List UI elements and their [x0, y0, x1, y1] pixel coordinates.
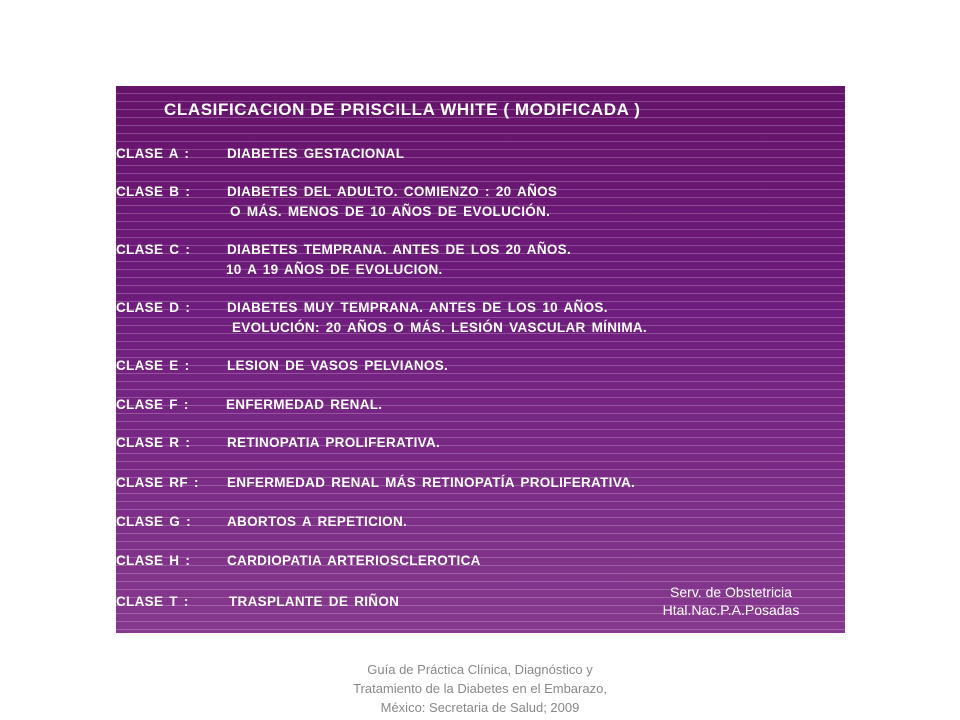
class-description: CARDIOPATIA ARTERIOSCLEROTICA — [227, 553, 481, 568]
class-label: CLASE RF : — [116, 475, 199, 490]
class-description: TRASPLANTE DE RIÑON — [229, 594, 400, 609]
class-description: RETINOPATIA PROLIFERATIVA. — [227, 435, 441, 450]
source-credit — [636, 583, 826, 619]
class-description: DIABETES DEL ADULTO. COMIENZO : 20 AÑOS — [227, 184, 558, 199]
caption-line: Guía de Práctica Clínica, Diagnóstico y — [367, 662, 593, 677]
class-description: ENFERMEDAD RENAL. — [226, 397, 383, 412]
class-label: CLASE R : — [116, 435, 191, 450]
class-label: CLASE G : — [116, 514, 191, 529]
page-title: CLASIFICACION DE PRISCILLA WHITE ( MODIFICADA ) — [164, 100, 641, 119]
class-label: CLASE D : — [116, 300, 191, 315]
class-description: DIABETES MUY TEMPRANA. ANTES DE LOS 10 AÑOS. — [227, 300, 608, 315]
class-label: CLASE B : — [116, 184, 191, 199]
caption-line: Tratamiento de la Diabetes en el Embarazo, — [353, 681, 607, 696]
classification-panel — [116, 86, 845, 633]
class-description-continued: EVOLUCIÓN: 20 AÑOS O MÁS. LESIÓN VASCULAR MÍNIMA. — [232, 320, 647, 335]
class-description: DIABETES GESTACIONAL — [227, 146, 405, 161]
caption-line: México: Secretaria de Salud; 2009 — [380, 700, 580, 715]
class-label: CLASE F : — [116, 397, 189, 412]
class-label: CLASE E : — [116, 358, 190, 373]
credit-line-hospital: Htal.Nac.P.A.Posadas — [662, 602, 800, 618]
class-description-continued: O MÁS. MENOS DE 10 AÑOS DE EVOLUCIÓN. — [230, 204, 551, 219]
class-description: ENFERMEDAD RENAL MÁS RETINOPATÍA PROLIFERATIVA. — [227, 475, 636, 490]
class-label: CLASE C : — [116, 242, 191, 257]
class-description: DIABETES TEMPRANA. ANTES DE LOS 20 AÑOS. — [227, 242, 572, 257]
class-description: LESION DE VASOS PELVIANOS. — [227, 358, 449, 373]
class-label: CLASE T : — [116, 594, 189, 609]
class-description: ABORTOS A REPETICION. — [227, 514, 408, 529]
class-description-continued: 10 A 19 AÑOS DE EVOLUCION. — [226, 262, 443, 277]
citation-caption — [280, 660, 680, 717]
class-label: CLASE H : — [116, 553, 191, 568]
credit-line-service: Serv. de Obstetricia — [670, 584, 792, 600]
class-label: CLASE A : — [116, 146, 190, 161]
